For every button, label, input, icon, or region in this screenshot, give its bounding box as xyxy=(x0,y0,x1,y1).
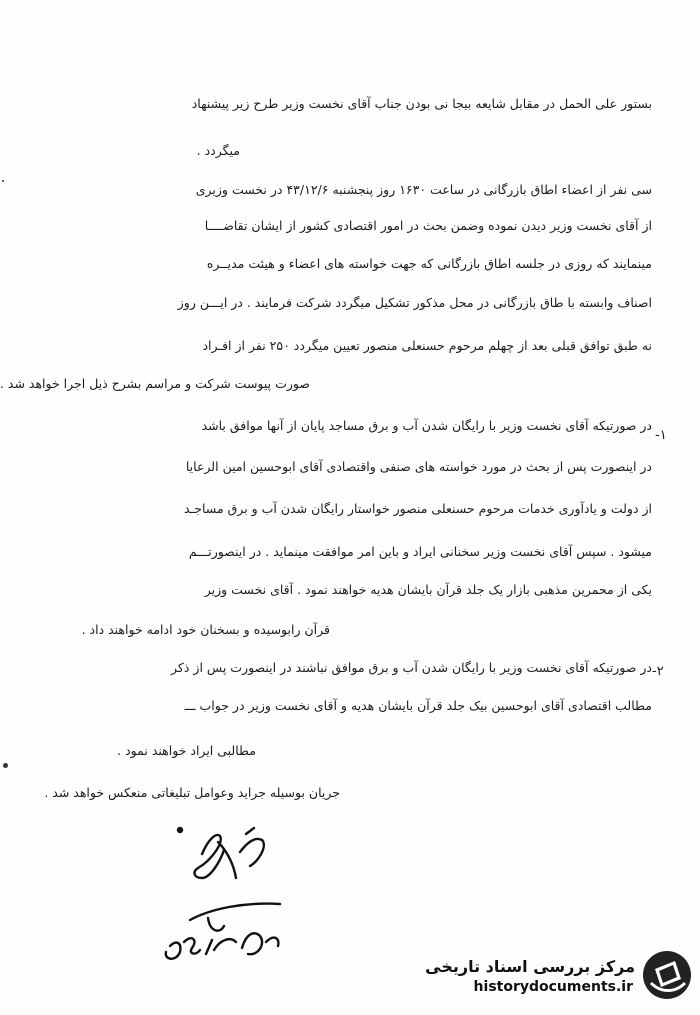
text-line: در صورتیکه آقای نخست وزیر با رایگان شدن آب و برق مساجد پایان از آنها موافق باشد xyxy=(201,418,652,433)
text-line: از آقای نخست وزیر دیدن نموده وضمن بحث در امور اقتصادی کشور از ایشان تقاضــــا xyxy=(204,218,652,233)
text-line: بستور علی الحمل در مقابل شایعه بیجا نی بودن جناب آقای نخست وزیر طرح زیر پیشنهاد xyxy=(191,96,652,111)
watermark-url: historydocuments.ir xyxy=(473,979,633,995)
watermark-logo xyxy=(410,945,695,1005)
text-line: صورت پیوست شرکت و مراسم بشرح ذیل اجرا خواهد شد . xyxy=(0,376,310,391)
stray-mark xyxy=(2,180,4,182)
text-line: میگردد . xyxy=(196,143,240,158)
text-line: از دولت و یادآوری خدمات مرحوم حسنعلی منصور خواستار رایگان شدن آب و برق مساجـد xyxy=(184,501,652,516)
stray-mark xyxy=(3,763,8,768)
signature-drawing xyxy=(150,822,300,982)
signature xyxy=(150,822,300,986)
text-line: در اینصورت پس از بحث در مورد خواسته های صنفی واقتصادی آقای ابوحسین امین الرعایا xyxy=(185,459,652,474)
text-line: جریان بوسیله جراید وعوامل تبلیغاتی منعکس خواهد شد . xyxy=(44,785,340,800)
text-line: میشود . سپس آقای نخست وزیر سخنانی ایراد و باین امر موافقت مینماید . در اینصورتـــم xyxy=(188,544,652,559)
logo-icon xyxy=(641,949,693,1005)
text-line: قرآن رابوسیده و بسخنان خود ادامه خواهند داد . xyxy=(81,622,330,637)
text-line: سی نفر از اعضاء اطاق بازرگانی در ساعت ۱۶۳۰ روز پنجشنبه ۴۳/۱۲/۶ در نخست وزیری xyxy=(195,182,652,197)
text-line: در صورتیکه آقای نخست وزیر با رایگان شدن آب و برق موافق نباشند در اینصورت پس از ذکر xyxy=(171,660,652,675)
text-line: اصناف وابسته با طاق بازرگانی در محل مذکور تشکیل میگردد شرکت فرمایند . در ایـــن روز xyxy=(177,295,652,310)
text-line: مطالب اقتصادی آقای ابوحسین بیک جلد قرآن بایشان هدیه و آقای نخست وزیر در جواب ـــ xyxy=(184,698,652,713)
item-number-1: -۱ xyxy=(655,428,667,443)
text-line: مطالبی ایراد خواهند نمود . xyxy=(117,743,256,758)
item-number-2: -۲ xyxy=(652,664,664,679)
text-line: مینمایند که روزی در جلسه اطاق بازرگانی که جهت خواسته های اعضاء و هیئت مدیــره xyxy=(206,256,652,271)
watermark-title: مرکز بررسی اسناد تاریخی xyxy=(425,957,635,976)
text-line: نه طبق توافق قبلی بعد از چهلم مرحوم حسنعلی منصور تعیین میگردد ۲۵۰ نفر از افـراد xyxy=(202,338,652,353)
text-line: یکی از محمرین مذهبی بازار یک جلد قرآن بایشان هدیه خواهند نمود . آقای نخست وزیر xyxy=(204,582,652,597)
